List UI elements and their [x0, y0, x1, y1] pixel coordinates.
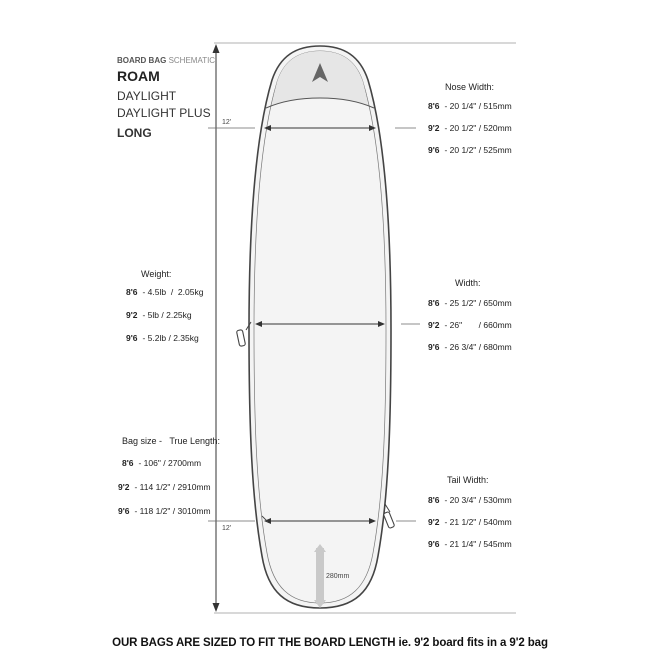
- weight-row: 8'6 - 4.5lb / 2.05kg: [126, 287, 204, 297]
- bag-size-row: 9'6 - 118 1/2" / 3010mm: [118, 506, 211, 516]
- weight-row: 9'2 - 5lb / 2.25kg: [126, 310, 192, 320]
- nose-width-row: 8'6 - 20 1/4" / 515mm: [428, 101, 512, 111]
- nose-width-row: 9'6 - 20 1/2" / 525mm: [428, 145, 512, 155]
- tail-width-row: 8'6 - 20 3/4" / 530mm: [428, 495, 512, 505]
- tail-width-title: Tail Width:: [447, 475, 489, 485]
- nose-offset-label: 12': [222, 119, 232, 126]
- tail-width-row: 9'2 - 21 1/2" / 540mm: [428, 517, 512, 527]
- schematic-label: BOARD BAG SCHEMATIC: [117, 56, 216, 65]
- footer-note: OUR BAGS ARE SIZED TO FIT THE BOARD LENGTH ie. 9'2 board fits in a 9'2 bag: [112, 637, 548, 649]
- handle-length-label: 280mm: [326, 573, 350, 580]
- bag-size-row: 9'2 - 114 1/2" / 2910mm: [118, 482, 211, 492]
- length-arrow-head-bottom: [213, 603, 220, 612]
- length-type: LONG: [117, 126, 152, 140]
- width-row: 9'2 - 26" / 660mm: [428, 320, 512, 330]
- width-row: 9'6 - 26 3/4" / 680mm: [428, 342, 512, 352]
- bag-size-title: Bag size - True Length:: [122, 436, 221, 446]
- variant-1: DAYLIGHT: [117, 89, 177, 103]
- variant-2: DAYLIGHT PLUS: [117, 106, 211, 120]
- width-row: 8'6 - 25 1/2" / 650mm: [428, 298, 512, 308]
- bag-size-row: 8'6 - 106" / 2700mm: [122, 458, 202, 468]
- width-title: Width:: [455, 278, 481, 288]
- length-arrow-head-top: [213, 44, 220, 53]
- weight-title: Weight:: [141, 269, 172, 279]
- nose-width-row: 9'2 - 20 1/2" / 520mm: [428, 123, 512, 133]
- tail-offset-label: 12': [222, 525, 232, 532]
- tail-width-row: 9'6 - 21 1/4" / 545mm: [428, 539, 512, 549]
- nose-width-title: Nose Width:: [445, 82, 495, 92]
- weight-row: 9'6 - 5.2lb / 2.35kg: [126, 333, 199, 343]
- model-name: ROAM: [117, 68, 160, 84]
